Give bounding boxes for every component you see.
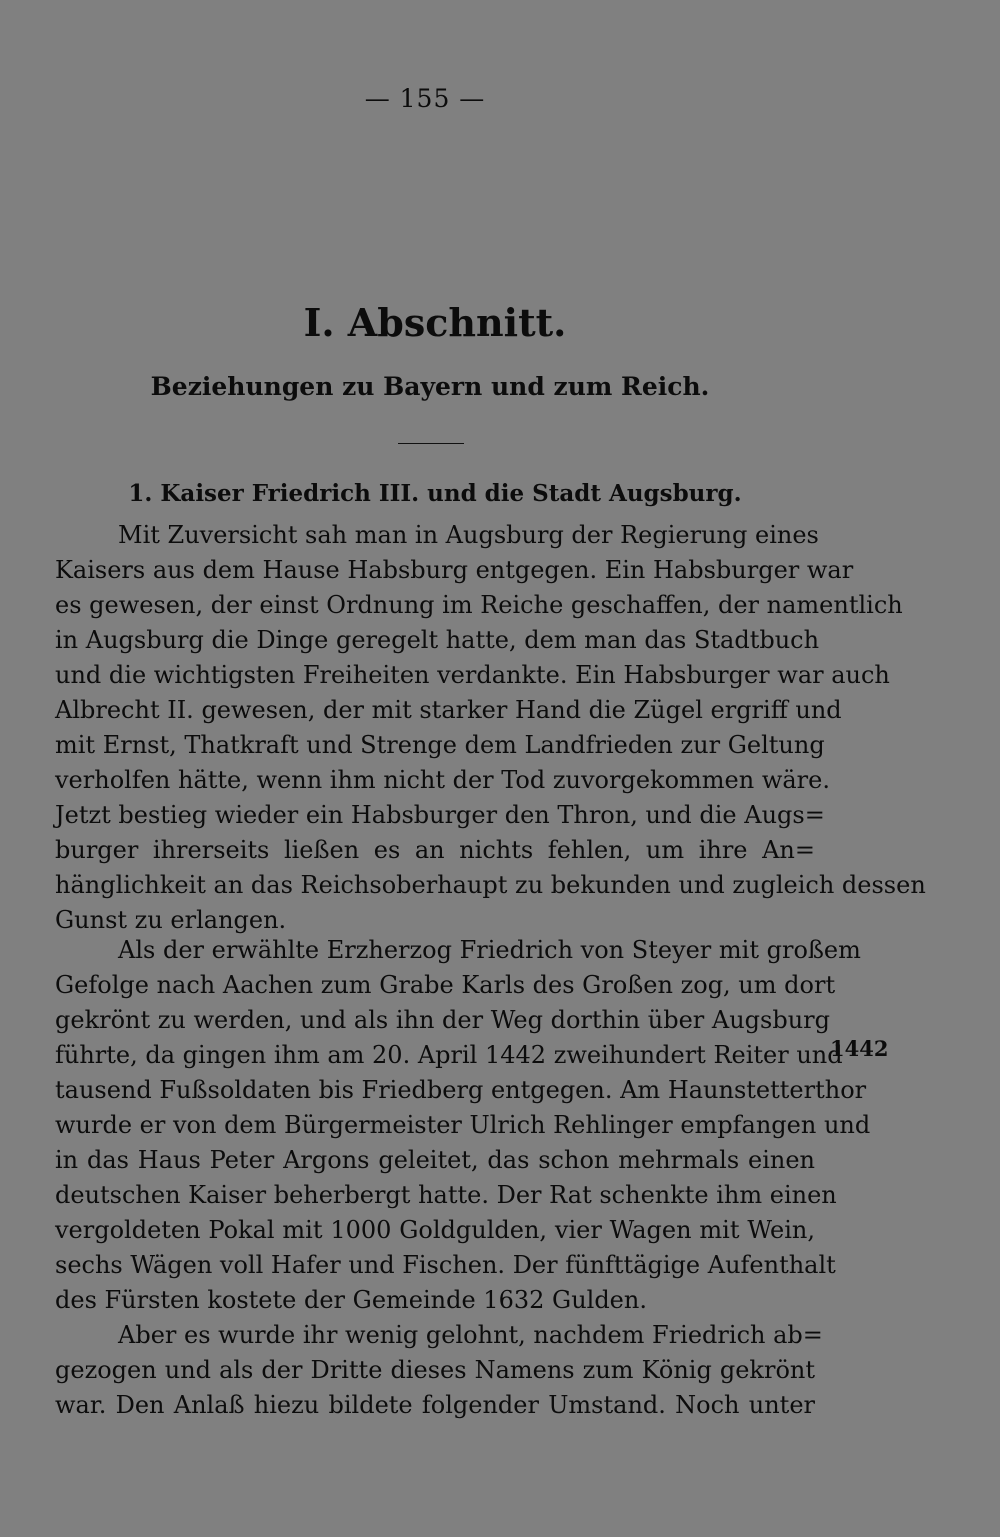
text-line: in das Haus Peter Argons geleitet, das schon mehrmals einen (55, 1146, 815, 1174)
margin-note-year: 1442 (830, 1036, 889, 1061)
text-line: des Fürsten kostete der Gemeinde 1632 Gulden. (55, 1286, 647, 1314)
text-line: Kaisers aus dem Hause Habsburg entgegen. Ein Habsburger war (55, 556, 854, 584)
text-line: wurde er von dem Bürgermeister Ulrich Rehlinger empfangen und (55, 1111, 871, 1139)
text-line: Mit Zuversicht sah man in Augsburg der Regierung eines (118, 521, 819, 549)
text-line: burger ihrerseits ließen es an nichts fehlen, um ihre An= (55, 836, 815, 864)
section-title: I. Abschnitt. (303, 300, 567, 345)
text-line: gezogen und als der Dritte dieses Namens zum König gekrönt (55, 1356, 815, 1384)
text-line: vergoldeten Pokal mit 1000 Goldgulden, vier Wagen mit Wein, (55, 1216, 815, 1244)
text-line: Als der erwählte Erzherzog Friedrich von Steyer mit großem (118, 936, 861, 964)
text-line: führte, da gingen ihm am 20. April 1442 zweihundert Reiter und (55, 1041, 843, 1069)
text-line: Jetzt bestieg wieder ein Habsburger den Thron, und die Augs= (55, 801, 825, 829)
text-line: verholfen hätte, wenn ihm nicht der Tod zuvorgekommen wäre. (55, 766, 830, 794)
text-line: mit Ernst, Thatkraft und Strenge dem Landfrieden zur Geltung (55, 731, 825, 759)
section-subtitle: Beziehungen zu Bayern und zum Reich. (150, 372, 710, 401)
text-line: Aber es wurde ihr wenig gelohnt, nachdem Friedrich ab= (118, 1321, 823, 1349)
section-divider (398, 443, 464, 444)
page-number: — 155 — (364, 84, 486, 113)
text-line: Gefolge nach Aachen zum Grabe Karls des Großen zog, um dort (55, 971, 836, 999)
text-line: es gewesen, der einst Ordnung im Reiche geschaffen, der namentlich (55, 591, 903, 619)
text-line: sechs Wägen voll Hafer und Fischen. Der fünfttägige Aufenthalt (55, 1251, 836, 1279)
chapter-heading: 1. Kaiser Friedrich III. und die Stadt Augsburg. (128, 480, 742, 507)
text-line: und die wichtigsten Freiheiten verdankte. Ein Habsburger war auch (55, 661, 890, 689)
text-line: deutschen Kaiser beherbergt hatte. Der Rat schenkte ihm einen (55, 1181, 837, 1209)
text-line: tausend Fußsoldaten bis Friedberg entgegen. Am Haunstetterthor (55, 1076, 867, 1104)
text-line: Albrecht II. gewesen, der mit starker Hand die Zügel ergriff und (55, 696, 842, 724)
text-line: in Augsburg die Dinge geregelt hatte, dem man das Stadtbuch (55, 626, 820, 654)
text-line: war. Den Anlaß hiezu bildete folgender Umstand. Noch unter (55, 1391, 815, 1419)
text-line: gekrönt zu werden, und als ihn der Weg dorthin über Augsburg (55, 1006, 831, 1034)
text-line: Gunst zu erlangen. (55, 906, 287, 934)
text-line: hänglichkeit an das Reichsoberhaupt zu bekunden und zugleich dessen (55, 871, 926, 899)
